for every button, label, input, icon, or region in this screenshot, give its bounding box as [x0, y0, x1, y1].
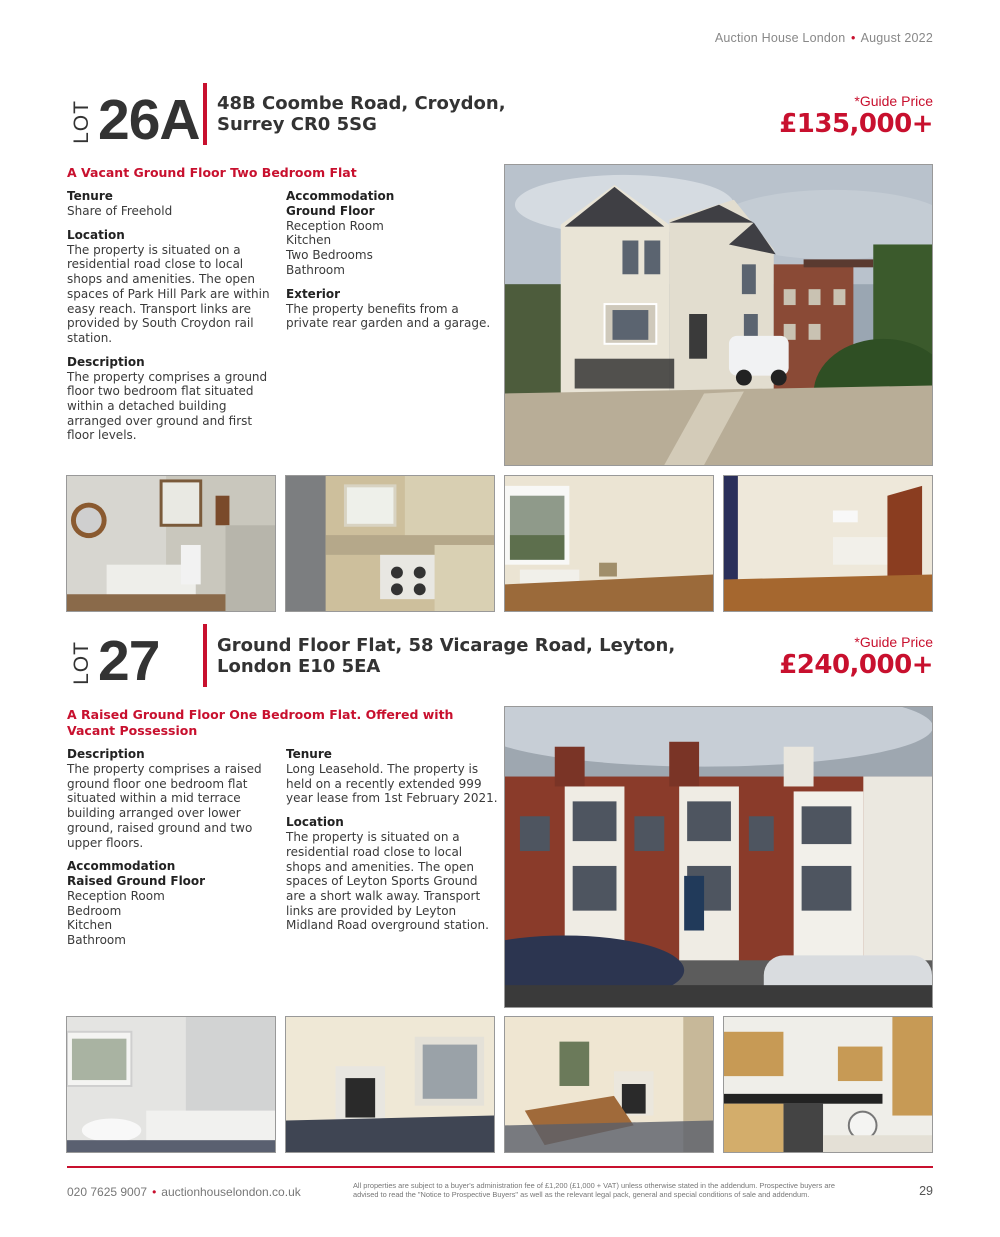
footer-website-link[interactable]: auctionhouselondon.co.uk [161, 1185, 301, 1199]
footer-disclaimer: All properties are subject to a buyer's administration fee of £1,200 (£1,000 + VAT) unless otherwise stated in the addendum. Prospective buyers are advised to read the "Notice to Prospective Buyers" as well as the relevant legal pack, general and special conditions of sale and addendum. [353, 1181, 835, 1199]
location-heading: Location [286, 815, 344, 830]
publisher-name: Auction House London [714, 31, 846, 45]
accommodation-room: Kitchen [67, 918, 113, 933]
lot-27-left-column [67, 747, 279, 957]
exterior-text: The property benefits from a private rear garden and a garage. [286, 301, 491, 331]
separator-dot: • [152, 1185, 157, 1199]
tenure-heading: Tenure [286, 747, 332, 761]
footer-contact [67, 1185, 301, 1199]
tenure-text: Long Leasehold. The property is held on a recently extended 999 year lease from 1st February 2021. [286, 762, 498, 806]
location-heading: Location [67, 227, 125, 242]
lot-26a-bedroom-photo [504, 475, 714, 612]
lot-27-bathroom-photo [66, 1016, 276, 1153]
footer-divider [67, 1166, 933, 1168]
accommodation-room: Bathroom [286, 262, 345, 277]
tenure-heading: Tenure [67, 189, 113, 203]
issue-date: August 2022 [860, 31, 933, 45]
accommodation-heading: Accommodation [67, 859, 176, 874]
lot-26a-subtitle: A Vacant Ground Floor Two Bedroom Flat [67, 165, 357, 180]
accommodation-floor: Ground Floor [286, 204, 375, 218]
guide-price-value: £135,000+ [779, 109, 933, 139]
lot-27-address: Ground Floor Flat, 58 Vicarage Road, Leyton, London E10 5EA [217, 635, 676, 677]
lot-number: 27 [98, 629, 160, 693]
lot-27-subtitle: A Raised Ground Floor One Bedroom Flat. Offered with Vacant Possession [67, 707, 454, 738]
lot-27-main-photo [504, 706, 933, 1008]
lot-27-right-column [286, 747, 498, 942]
lot-26a-main-photo [504, 164, 933, 466]
lot-label: LOT [70, 641, 93, 685]
separator-dot: • [851, 31, 856, 45]
accommodation-room: Two Bedrooms [286, 248, 373, 263]
accommodation-room: Bedroom [67, 903, 122, 918]
lot-26a-reception-photo [723, 475, 933, 612]
tenure-text: Share of Freehold [67, 204, 173, 218]
guide-price-value: £240,000+ [779, 650, 933, 680]
footer-phone: 020 7625 9007 [67, 1185, 148, 1199]
description-heading: Description [67, 747, 145, 761]
description-text: The property comprises a raised ground floor one bedroom flat situated within a mid terrace building arranged over lower ground, raised ground and two upper floors. [67, 762, 262, 850]
location-text: The property is situated on a residential road close to local shops and amenities. The open spaces of Leyton Sports Ground are a short walk away. Transport links are provided by Leyton Midland Road overground station. [286, 830, 489, 933]
lot-26a-right-column [286, 189, 498, 340]
lot-27-guide-price [779, 634, 933, 680]
exterior-heading: Exterior [286, 286, 341, 301]
lot-26a-left-column [67, 189, 279, 452]
description-text: The property comprises a ground floor two bedroom flat situated within a detached building arranged over ground and first floor levels. [67, 369, 268, 443]
lot-26a-guide-price [779, 93, 933, 139]
lot-divider-bar [203, 83, 207, 145]
lot-26a-address: 48B Coombe Road, Croydon, Surrey CR0 5SG [217, 93, 506, 135]
accommodation-room: Kitchen [286, 233, 332, 248]
guide-price-label: *Guide Price [854, 93, 933, 109]
lot-26a-kitchen-photo [285, 475, 495, 612]
accommodation-room: Reception Room [286, 218, 384, 233]
lot-label: LOT [70, 100, 93, 144]
accommodation-floor: Raised Ground Floor [67, 874, 206, 889]
accommodation-heading: Accommodation [286, 189, 395, 203]
location-text: The property is situated on a residential road close to local shops and amenities. The open spaces of Park Hill Park are within easy reach. Transport links are provided by South Croydon rail station. [67, 242, 270, 345]
page-number: 29 [919, 1184, 933, 1198]
accommodation-room: Bathroom [67, 933, 126, 948]
lot-27-kitchen-photo [723, 1016, 933, 1153]
description-heading: Description [67, 354, 145, 369]
accommodation-room: Reception Room [67, 888, 165, 903]
lot-number: 26A [98, 88, 200, 152]
header-publication [715, 31, 933, 45]
guide-price-label: *Guide Price [854, 634, 933, 650]
lot-27-reception-photo [285, 1016, 495, 1153]
lot-divider-bar [203, 624, 207, 687]
lot-27-bedroom-photo [504, 1016, 714, 1153]
lot-26a-bathroom-photo [66, 475, 276, 612]
